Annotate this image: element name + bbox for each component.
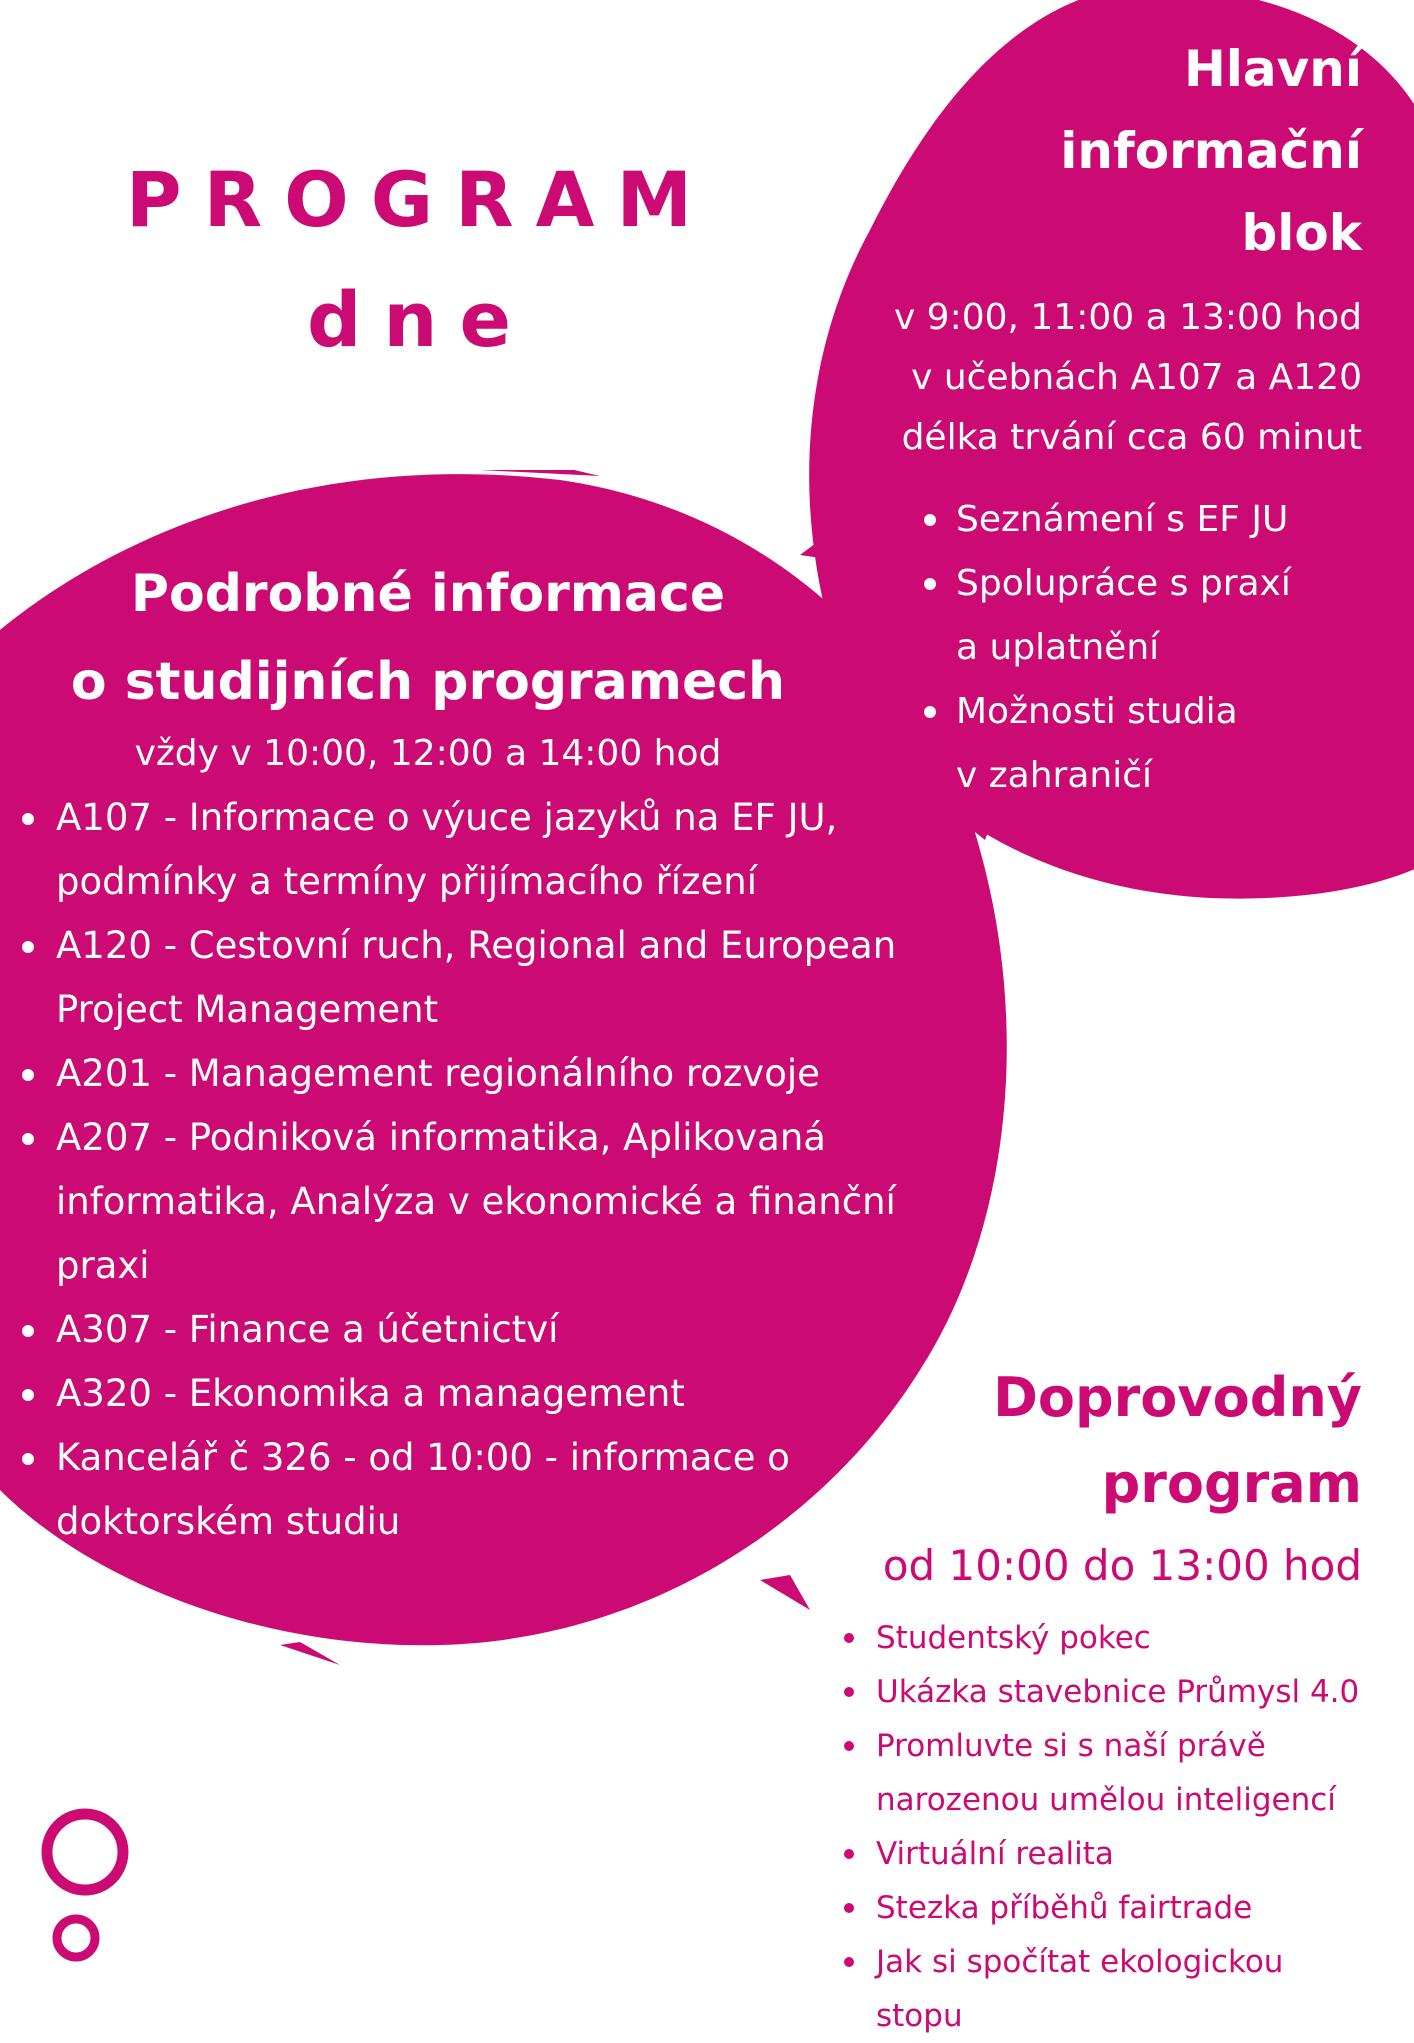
list-item [842, 1611, 1362, 1665]
list-item-text: A207 - Podniková informatika, Aplikovaná [56, 1116, 826, 1159]
list-item [842, 1881, 1362, 1935]
study-programs-heading-line: o studijních programech [70, 652, 786, 712]
list-item-text: Jak si spočítat ekologickou stopu [876, 1944, 1284, 2034]
program-title [110, 140, 730, 380]
accompanying-program-heading [742, 1355, 1362, 1527]
list-item [842, 1665, 1362, 1719]
list-item-text: doktorském studiu [56, 1500, 401, 1543]
ef-ju-circles-logo-icon [30, 1800, 140, 1970]
list-item-text: informatika, Analýza v ekonomické a finanční [56, 1180, 896, 1223]
list-item-text: a uplatnění [956, 627, 1160, 668]
accompanying-program-heading-line: Doprovodný [993, 1366, 1362, 1429]
list-item [18, 1042, 978, 1106]
list-item-text: A320 - Ekonomika a management [56, 1372, 685, 1415]
list-item [842, 1827, 1362, 1881]
program-title-line1: PROGRAM [125, 155, 715, 244]
list-item-text: podmínky a termíny přijímacího řízení [56, 860, 757, 903]
list-item-text: A120 - Cestovní ruch, Regional and European [56, 924, 897, 967]
list-item [18, 914, 978, 1042]
list-item-text: narozenou umělou inteligencí [876, 1782, 1336, 1818]
main-info-heading-line: Hlavní [1183, 40, 1362, 98]
list-item-text: Spolupráce s praxí [956, 563, 1291, 604]
accompanying-program-times: od 10:00 do 13:00 hod [882, 1541, 1362, 1590]
main-info-heading-line: informační [1060, 122, 1362, 180]
list-item-text: Stezka příběhů fairtrade [876, 1890, 1253, 1926]
list-item-text: v zahraničí [956, 755, 1152, 796]
list-item [18, 1298, 978, 1362]
accompanying-program-block [742, 1355, 1362, 2043]
list-item [842, 1935, 1362, 2043]
list-item-text: Virtuální realita [876, 1836, 1114, 1872]
list-item [18, 786, 978, 914]
study-programs-heading [18, 550, 838, 726]
main-info-heading-line: blok [1241, 204, 1362, 262]
accompanying-program-list [842, 1611, 1362, 2043]
study-programs-times: vždy v 10:00, 12:00 a 14:00 hod [134, 733, 722, 774]
main-info-rooms: v učebnách A107 a A120 [911, 357, 1362, 398]
list-item-text: Promluvte si s naší právě [876, 1728, 1266, 1764]
list-item-text: Možnosti studia [956, 691, 1238, 732]
accompanying-program-heading-line: program [1101, 1452, 1362, 1515]
list-item [842, 1719, 1362, 1827]
list-item [18, 1106, 978, 1298]
list-item-text: A307 - Finance a účetnictví [56, 1308, 559, 1351]
list-item-text: Seznámení s EF JU [956, 499, 1289, 540]
study-programs-heading-line: Podrobné informace [130, 564, 726, 624]
list-item [922, 552, 1362, 680]
main-info-heading [802, 28, 1362, 274]
program-title-line2: dne [306, 275, 534, 364]
list-item-text: Studentský pokec [876, 1620, 1151, 1656]
list-item-text: Ukázka stavebnice Průmysl 4.0 [876, 1674, 1360, 1710]
list-item-text: Project Management [56, 988, 439, 1031]
list-item-text: A107 - Informace o výuce jazyků na EF JU, [56, 796, 838, 839]
list-item-text: Kancelář č 326 - od 10:00 - informace o [56, 1436, 790, 1479]
main-info-duration: délka trvání cca 60 minut [901, 417, 1362, 458]
list-item-text: A201 - Management regionálního rozvoje [56, 1052, 820, 1095]
list-item-text: praxi [56, 1244, 150, 1287]
main-info-times: v 9:00, 11:00 a 13:00 hod [893, 297, 1362, 338]
list-item [922, 488, 1362, 552]
main-info-schedule [802, 288, 1362, 468]
list-item [922, 680, 1362, 808]
